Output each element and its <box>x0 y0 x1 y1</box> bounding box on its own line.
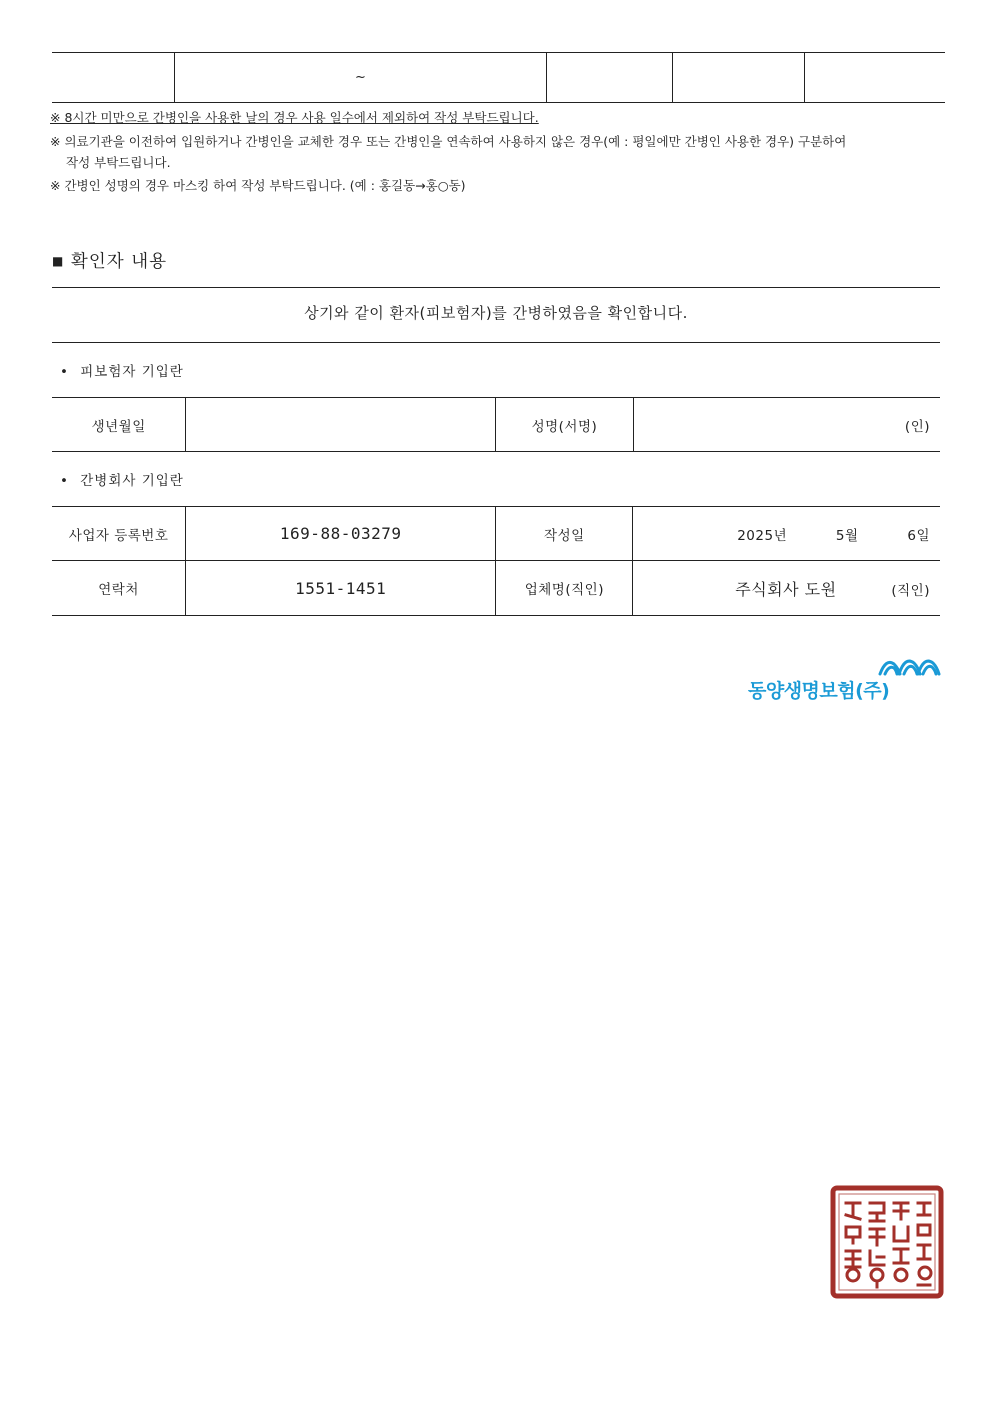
birth-date-field[interactable] <box>186 398 496 452</box>
company-table <box>52 506 940 616</box>
divider <box>52 342 940 343</box>
logo-text: 동양생명보험(주) <box>748 680 890 702</box>
seal-icon <box>830 1185 944 1299</box>
date-day: 6일 <box>907 527 930 544</box>
seal-mark-label: (인) <box>904 418 930 435</box>
company-name-label: 업체명(직인) <box>496 561 633 616</box>
insured-table <box>52 397 940 452</box>
bullet-icon: • <box>60 473 69 489</box>
square-bullet-icon: ■ <box>52 254 65 268</box>
insured-heading <box>60 360 184 380</box>
divider <box>52 287 940 288</box>
table-cell <box>805 53 946 103</box>
company-name-value <box>633 561 940 616</box>
section-title-text: 확인자 내용 <box>70 252 168 272</box>
written-date-value <box>633 507 940 561</box>
note-hospital-change: ※ 의료기관을 이전하여 입원하거나 간병인을 교체한 경우 또는 간병인을 연속하여 사용하지 않은 경우(예 : 평일에만 간병인 사용한 경우) 구분하여 <box>50 134 847 149</box>
bullet-icon: • <box>60 364 69 380</box>
care-period-table-row <box>52 52 945 103</box>
table-cell <box>547 53 673 103</box>
company-seal-stamp <box>830 1185 944 1299</box>
registration-number-label: 사업자 등록번호 <box>52 507 186 561</box>
table-cell <box>52 53 175 103</box>
company-logo <box>745 652 945 712</box>
written-date-label: 작성일 <box>496 507 633 561</box>
insured-signature-field[interactable] <box>633 398 940 452</box>
company-heading-text: 간병회사 기입란 <box>80 473 184 489</box>
date-month: 5월 <box>835 527 859 544</box>
note-min-hours: ※ 8시간 미만으로 간병인을 사용한 날의 경우 사용 일수에서 제외하여 작성 부탁드립니다. <box>50 110 539 125</box>
table-cell <box>673 53 805 103</box>
section-title <box>52 248 167 273</box>
contact-label: 연락처 <box>52 561 186 616</box>
registration-number-value: 169-88-03279 <box>186 507 496 561</box>
contact-value: 1551-1451 <box>186 561 496 616</box>
insured-heading-text: 피보험자 기입란 <box>80 364 184 380</box>
company-name-text: 주식회사 도원 <box>735 579 837 599</box>
confirmation-statement: 상기와 같이 환자(피보험자)를 간병하였음을 확인합니다. <box>304 304 688 322</box>
note-name-masking: ※ 간병인 성명의 경우 마스킹 하여 작성 부탁드립니다. (예 : 홍길동→홍○동) <box>50 178 466 193</box>
date-year: 2025년 <box>737 527 788 544</box>
company-heading <box>60 469 184 489</box>
stamp-mark-label: (직인) <box>891 582 930 599</box>
period-cell: ~ <box>175 53 547 103</box>
insured-name-label: 성명(서명) <box>496 398 633 452</box>
wave-logo-icon <box>877 654 941 676</box>
note-hospital-change-cont: 작성 부탁드립니다. <box>66 155 171 170</box>
birth-date-label: 생년월일 <box>52 398 186 452</box>
